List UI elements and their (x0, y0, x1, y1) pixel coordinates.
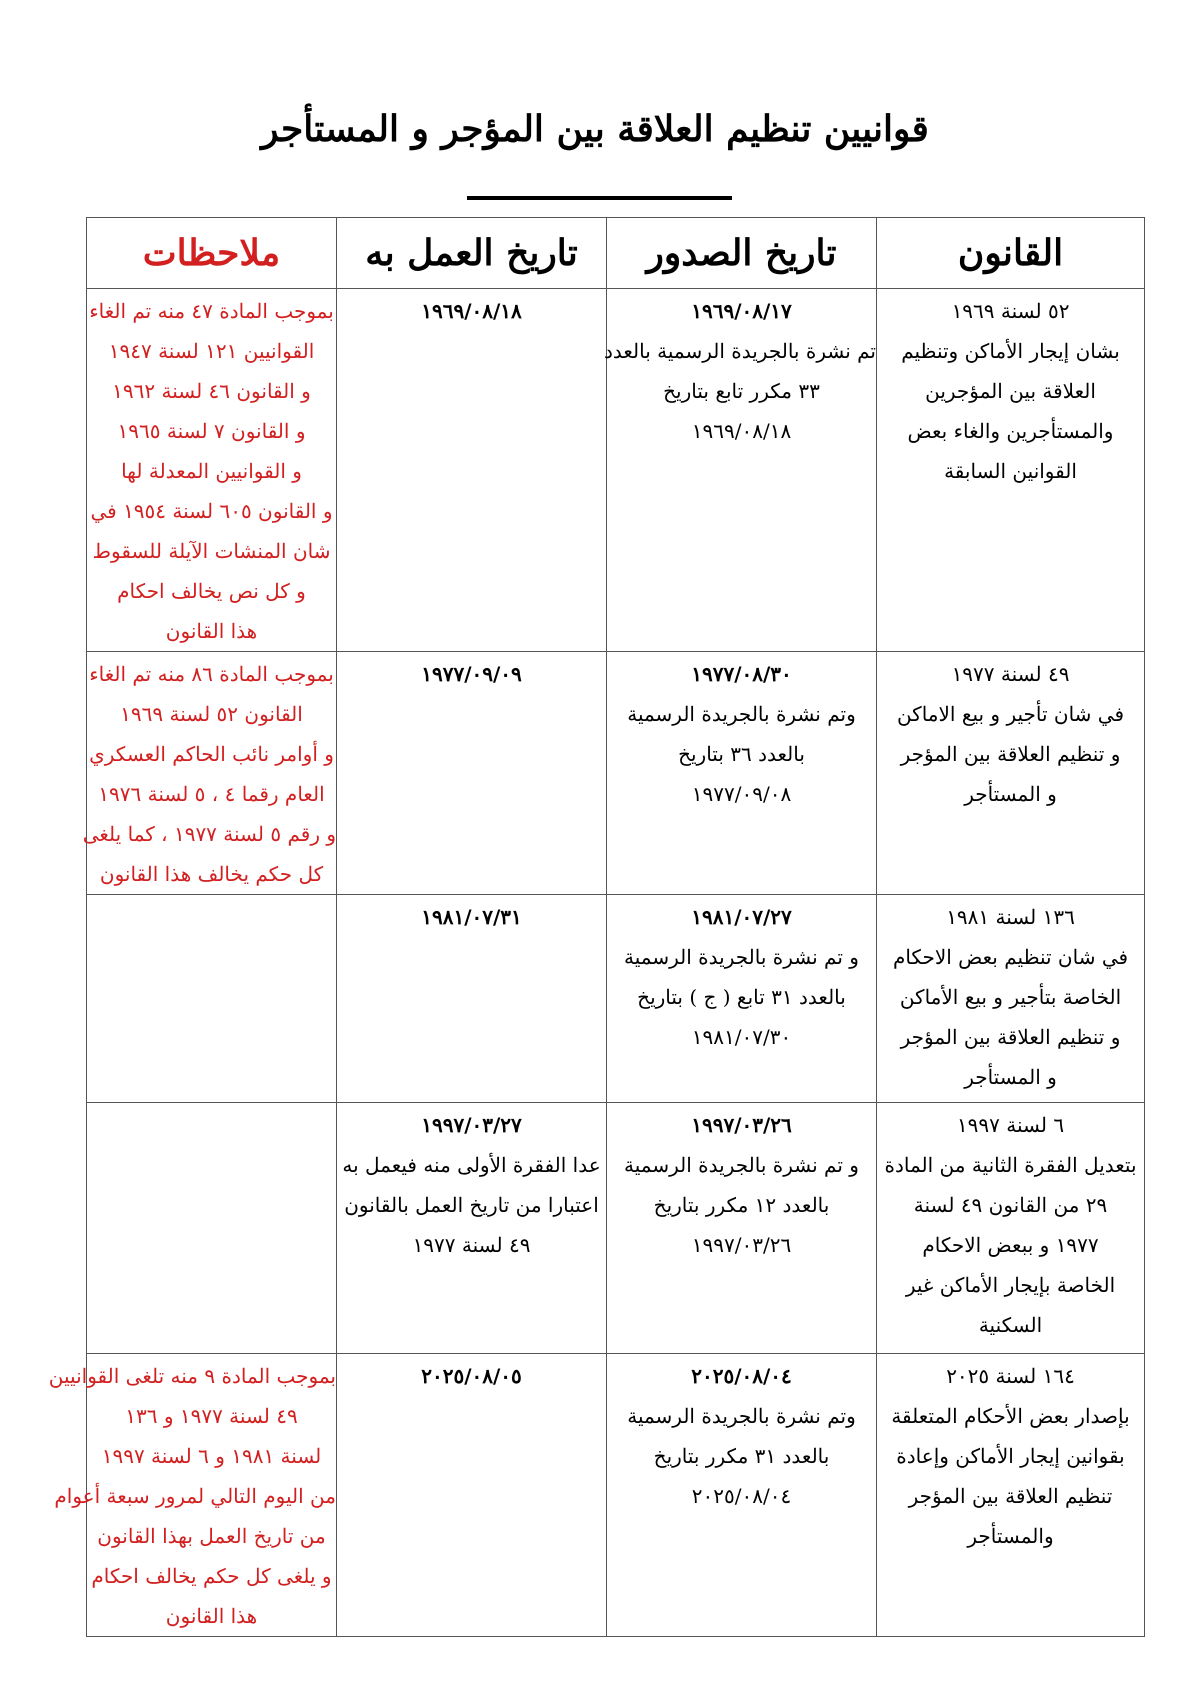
cell-issue-date-line: بالعدد ٣١ مكرر بتاريخ (653, 1444, 830, 1468)
header-law: القانون (877, 218, 1145, 289)
table-row (87, 895, 1145, 1103)
cell-issue-date (607, 895, 877, 1103)
cell-issue-date (607, 1103, 877, 1354)
cell-law-line: في شان تنظيم بعض الاحكام (892, 945, 1129, 969)
cell-issue-date (603, 289, 877, 652)
page-title: قوانيين تنظيم العلاقة بين المؤجر و المستأجر (261, 108, 929, 150)
cell-law-line: في شان تأجير و بيع الاماكن (896, 702, 1125, 726)
cell-notes-line: بموجب المادة ٩ منه تلغى القوانيين (48, 1364, 336, 1388)
cell-law (877, 1103, 1145, 1354)
table-row (87, 1103, 1145, 1354)
cell-law-line: و المستأجر (964, 782, 1057, 806)
cell-law-line: العلاقة بين المؤجرين (925, 379, 1096, 403)
cell-law-line: ١٣٦ لسنة ١٩٨١ (946, 905, 1075, 929)
cell-notes-line: و أوامر نائب الحاكم العسكري (89, 742, 334, 766)
cell-law-line: ١٦٤ لسنة ٢٠٢٥ (946, 1364, 1075, 1388)
cell-issue-date-line: وتم نشرة بالجريدة الرسمية (627, 702, 856, 726)
cell-law-line: بتعديل الفقرة الثانية من المادة (884, 1153, 1137, 1177)
cell-law-line: و تنظيم العلاقة بين المؤجر (900, 742, 1121, 766)
header-notes: ملاحظات (87, 218, 337, 289)
cell-issue-date-line: تم نشرة بالجريدة الرسمية بالعدد (603, 339, 876, 363)
cell-issue-date-line: ١٩٩٧/٠٣/٢٦ (691, 1113, 792, 1137)
cell-issue-date-line: ١٩٨١/٠٧/٣٠ (691, 1025, 792, 1049)
cell-law-line: بإصدار بعض الأحكام المتعلقة (891, 1404, 1130, 1428)
cell-law-line: بقوانين إيجار الأماكن وإعادة (896, 1444, 1125, 1468)
cell-effective-date (337, 652, 607, 895)
cell-notes-line: بموجب المادة ٤٧ منه تم الغاء (89, 299, 334, 323)
cell-law-line: الخاصة بتأجير و بيع الأماكن (899, 985, 1122, 1009)
cell-notes (48, 1354, 337, 1637)
cell-notes-line: العام رقما ٤ ، ٥ لسنة ١٩٧٦ (98, 782, 325, 806)
cell-issue-date-line: ١٩٧٧/٠٩/٠٨ (691, 782, 792, 806)
header-issue-date: تاريخ الصدور (607, 218, 877, 289)
cell-effective-date (337, 1103, 607, 1354)
cell-effective-date-line: ١٩٦٩/٠٨/١٨ (421, 299, 522, 323)
cell-law-line: والمستأجر (967, 1524, 1054, 1548)
cell-notes (87, 289, 337, 652)
cell-law-line: ٥٢ لسنة ١٩٦٩ (951, 299, 1070, 323)
cell-law-line: ٦ لسنة ١٩٩٧ (956, 1113, 1065, 1137)
cell-notes-line: و القوانيين المعدلة لها (121, 459, 302, 483)
cell-issue-date-line: بالعدد ٣٦ بتاريخ (678, 742, 805, 766)
cell-notes-line: و القانون ٧ لسنة ١٩٦٥ (117, 419, 306, 443)
cell-law (877, 895, 1145, 1103)
cell-effective-date-line: ١٩٧٧/٠٩/٠٩ (421, 662, 522, 686)
cell-law (877, 652, 1145, 895)
cell-issue-date-line: بالعدد ١٢ مكرر بتاريخ (653, 1193, 830, 1217)
cell-notes-line: هذا القانون (165, 1604, 258, 1628)
cell-notes-line: كل حكم يخالف هذا القانون (99, 862, 324, 886)
cell-law-line: تنظيم العلاقة بين المؤجر (908, 1484, 1113, 1508)
cell-law-line: القوانين السابقة (944, 459, 1077, 483)
cell-effective-date (337, 289, 607, 652)
table-row (87, 289, 1145, 652)
cell-notes-line: من اليوم التالي لمرور سبعة أعوام (54, 1484, 336, 1508)
cell-law-line: السكنية (978, 1313, 1043, 1337)
cell-issue-date (607, 1354, 877, 1637)
cell-notes-line: هذا القانون (165, 619, 258, 643)
cell-law (877, 1354, 1145, 1637)
cell-notes-line: و رقم ٥ لسنة ١٩٧٧ ، كما يلغى (82, 822, 336, 846)
cell-issue-date-line: ٢٠٢٥/٠٨/٠٤ (691, 1364, 792, 1388)
title-underline (467, 196, 732, 200)
cell-notes-line: شان المنشات الآيلة للسقوط (92, 539, 331, 563)
cell-notes-line: لسنة ١٩٨١ و ٦ لسنة ١٩٩٧ (101, 1444, 322, 1468)
laws-table (48, 217, 1145, 1637)
cell-law (877, 289, 1145, 652)
cell-notes (87, 1103, 337, 1354)
cell-law-line: بشان إيجار الأماكن وتنظيم (901, 339, 1120, 363)
cell-law-line: والمستأجرين والغاء بعض (907, 419, 1114, 443)
cell-notes-line: بموجب المادة ٨٦ منه تم الغاء (89, 662, 334, 686)
cell-law-line: و تنظيم العلاقة بين المؤجر (900, 1025, 1121, 1049)
cell-issue-date-line: ١٩٦٩/٠٨/١٧ (691, 299, 792, 323)
table-row (87, 652, 1145, 895)
cell-effective-date-line: ٢٠٢٥/٠٨/٠٥ (421, 1364, 522, 1388)
cell-effective-date-line: ١٩٨١/٠٧/٣١ (421, 905, 522, 929)
cell-issue-date-line: ٢٠٢٥/٠٨/٠٤ (691, 1484, 792, 1508)
cell-issue-date-line: ٣٣ مكرر تابع بتاريخ (663, 379, 820, 403)
cell-issue-date-line: ١٩٨١/٠٧/٢٧ (691, 905, 792, 929)
cell-notes-line: من تاريخ العمل بهذا القانون (97, 1524, 326, 1548)
cell-effective-date-line: ٤٩ لسنة ١٩٧٧ (412, 1233, 531, 1257)
cell-law-line: الخاصة بإيجار الأماكن غير (905, 1273, 1116, 1297)
cell-issue-date-line: و تم نشرة بالجريدة الرسمية (624, 1153, 859, 1177)
cell-notes (87, 895, 337, 1103)
cell-effective-date-line: اعتبارا من تاريخ العمل بالقانون (344, 1193, 599, 1217)
cell-issue-date-line: ١٩٦٩/٠٨/١٨ (691, 419, 792, 443)
cell-issue-date-line: وتم نشرة بالجريدة الرسمية (627, 1404, 856, 1428)
cell-law-line: ١٩٧٧ و ببعض الاحكام (922, 1233, 1099, 1257)
cell-law-line: و المستأجر (964, 1065, 1057, 1089)
table-header-row (87, 218, 1145, 289)
cell-effective-date-line: عدا الفقرة الأولى منه فيعمل به (342, 1153, 601, 1177)
cell-notes (82, 652, 337, 895)
cell-issue-date-line: بالعدد ٣١ تابع ( ج ) بتاريخ (637, 985, 846, 1009)
cell-issue-date (607, 652, 877, 895)
cell-notes-line: و القانون ٤٦ لسنة ١٩٦٢ (112, 379, 311, 403)
cell-issue-date-line: ١٩٧٧/٠٨/٣٠ (691, 662, 792, 686)
cell-notes-line: ٤٩ لسنة ١٩٧٧ و ١٣٦ (125, 1404, 298, 1428)
cell-notes-line: القانون ٥٢ لسنة ١٩٦٩ (120, 702, 303, 726)
cell-effective-date-line: ١٩٩٧/٠٣/٢٧ (421, 1113, 522, 1137)
table-row (87, 1354, 1145, 1637)
cell-notes-line: و يلغى كل حكم يخالف احكام (91, 1564, 332, 1588)
cell-effective-date (337, 895, 607, 1103)
cell-effective-date (337, 1354, 607, 1637)
header-effective-date: تاريخ العمل به (337, 218, 607, 289)
cell-notes-line: و كل نص يخالف احكام (117, 579, 306, 603)
cell-law-line: ٤٩ لسنة ١٩٧٧ (951, 662, 1070, 686)
cell-notes-line: و القانون ٦٠٥ لسنة ١٩٥٤ في (90, 499, 333, 523)
cell-issue-date-line: ١٩٩٧/٠٣/٢٦ (691, 1233, 792, 1257)
cell-law-line: ٢٩ من القانون ٤٩ لسنة (913, 1193, 1108, 1217)
cell-notes-line: القوانيين ١٢١ لسنة ١٩٤٧ (108, 339, 315, 363)
cell-issue-date-line: و تم نشرة بالجريدة الرسمية (624, 945, 859, 969)
